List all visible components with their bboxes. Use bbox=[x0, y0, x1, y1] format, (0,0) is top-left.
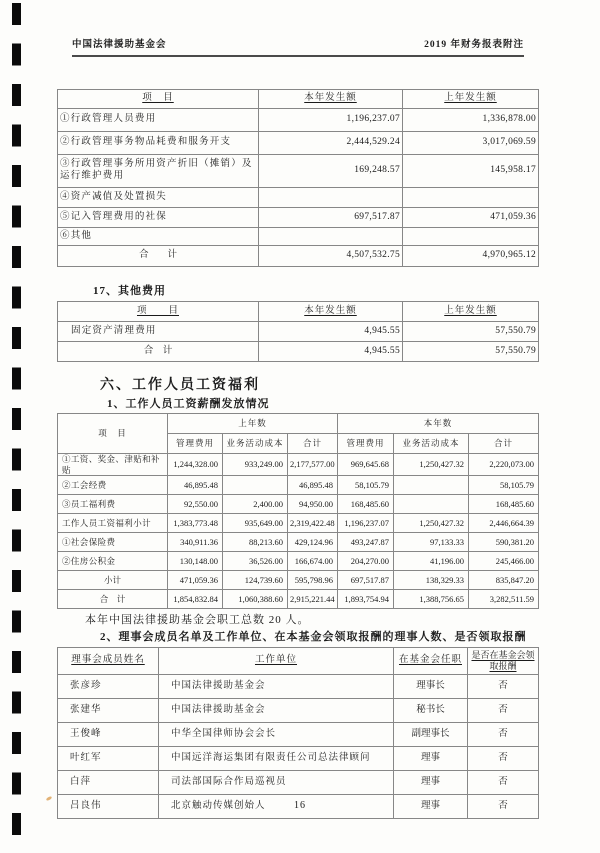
member-org: 北京触动传媒创始人 bbox=[159, 795, 394, 819]
board-members-table bbox=[57, 647, 539, 819]
salary-table bbox=[57, 413, 539, 609]
table-row bbox=[58, 322, 539, 342]
cell-value: 2,220,073.00 bbox=[469, 454, 539, 476]
subheader-subtotal: 合计 bbox=[288, 434, 338, 454]
amount-current: 2,444,529.24 bbox=[259, 132, 403, 155]
member-paid: 否 bbox=[468, 675, 539, 699]
table-header-row bbox=[58, 90, 539, 109]
cell-value: 58,105.79 bbox=[338, 476, 394, 495]
column-header-member-name: 理事会成员姓名 bbox=[58, 648, 159, 675]
amount-prior bbox=[403, 188, 539, 208]
cell-value: 168,485.60 bbox=[469, 495, 539, 514]
cell-value: 340,911.36 bbox=[168, 533, 223, 552]
amount-current: 4,507,532.75 bbox=[259, 246, 403, 267]
total-label: 合 计 bbox=[58, 246, 259, 267]
amount-current bbox=[259, 228, 403, 246]
amount-current: 697,517.87 bbox=[259, 208, 403, 228]
row-label: 工作人员工资福利小计 bbox=[58, 514, 168, 533]
cell-value: 471,059.36 bbox=[168, 571, 223, 590]
table-group-header-row bbox=[58, 414, 539, 434]
cell-value: 97,133.33 bbox=[394, 533, 469, 552]
member-name: 吕良伟 bbox=[58, 795, 159, 819]
cell-value: 58,105.79 bbox=[469, 476, 539, 495]
row-label: ②行政管理事务物品耗费和服务开支 bbox=[58, 132, 259, 155]
cell-value: 493,247.87 bbox=[338, 533, 394, 552]
cell-value: 36,526.00 bbox=[223, 552, 288, 571]
column-header-item: 项 目 bbox=[58, 414, 168, 454]
board-member-row bbox=[58, 723, 539, 747]
column-header-paid: 是否在基金会领取报酬 bbox=[468, 648, 539, 675]
cell-value: 2,400.00 bbox=[223, 495, 288, 514]
member-paid: 否 bbox=[468, 747, 539, 771]
cell-value: 92,550.00 bbox=[168, 495, 223, 514]
subheader-subtotal: 合计 bbox=[469, 434, 539, 454]
amount-current bbox=[259, 188, 403, 208]
column-header-prior-year: 上年发生额 bbox=[403, 302, 539, 322]
amount-prior: 57,550.79 bbox=[403, 342, 539, 362]
cell-value: 2,319,422.48 bbox=[288, 514, 338, 533]
table-header-row bbox=[58, 648, 539, 675]
member-paid: 否 bbox=[468, 699, 539, 723]
cell-value: 1,060,388.60 bbox=[223, 590, 288, 609]
board-member-row bbox=[58, 747, 539, 771]
member-role: 理事 bbox=[394, 771, 468, 795]
group-header-prior-year: 上年数 bbox=[168, 414, 338, 434]
table-subtotal-row bbox=[58, 571, 539, 590]
table-row bbox=[58, 132, 539, 155]
document-header bbox=[72, 36, 524, 57]
row-label: ②工会经费 bbox=[58, 476, 168, 495]
column-header-work-unit: 工作单位 bbox=[159, 648, 394, 675]
cell-value: 166,674.00 bbox=[288, 552, 338, 571]
member-name: 张彦珍 bbox=[58, 675, 159, 699]
member-org: 中国法律援助基金会 bbox=[159, 699, 394, 723]
table-total-row bbox=[58, 342, 539, 362]
board-member-row bbox=[58, 675, 539, 699]
board-member-row bbox=[58, 771, 539, 795]
cell-value: 1,196,237.07 bbox=[338, 514, 394, 533]
table-subtotal-row bbox=[58, 514, 539, 533]
member-org: 中国法律援助基金会 bbox=[159, 675, 394, 699]
table-total-row bbox=[58, 590, 539, 609]
row-label: ④资产减值及处置损失 bbox=[58, 188, 259, 208]
cell-value: 1,893,754.94 bbox=[338, 590, 394, 609]
member-name: 白萍 bbox=[58, 771, 159, 795]
cell-value: 124,739.60 bbox=[223, 571, 288, 590]
amount-prior: 3,017,069.59 bbox=[403, 132, 539, 155]
member-role: 副理事长 bbox=[394, 723, 468, 747]
other-expense-table bbox=[57, 301, 539, 362]
cell-value: 835,847.20 bbox=[469, 571, 539, 590]
member-role: 理事 bbox=[394, 795, 468, 819]
cell-value: 933,249.00 bbox=[223, 454, 288, 476]
cell-value: 429,124.96 bbox=[288, 533, 338, 552]
row-label: ①工资、奖金、津贴和补贴 bbox=[58, 454, 168, 476]
amount-current: 1,196,237.07 bbox=[259, 109, 403, 132]
member-paid: 否 bbox=[468, 771, 539, 795]
cell-value: 2,177,577.00 bbox=[288, 454, 338, 476]
section-title-staff-welfare: 六、工作人员工资福利 bbox=[100, 378, 260, 393]
member-org: 中国远洋海运集团有限责任公司总法律顾问 bbox=[159, 747, 394, 771]
member-name: 张建华 bbox=[58, 699, 159, 723]
cell-value: 1,250,427.32 bbox=[394, 514, 469, 533]
cell-value: 41,196.00 bbox=[394, 552, 469, 571]
cell-value: 697,517.87 bbox=[338, 571, 394, 590]
cell-value bbox=[223, 476, 288, 495]
table-row bbox=[58, 533, 539, 552]
table-header-row bbox=[58, 302, 539, 322]
amount-prior: 4,970,965.12 bbox=[403, 246, 539, 267]
table-row bbox=[58, 188, 539, 208]
column-header-current-year: 本年发生额 bbox=[259, 302, 403, 322]
amount-current: 169,248.57 bbox=[259, 155, 403, 188]
report-title: 2019 年财务报表附注 bbox=[424, 40, 524, 50]
amount-prior: 471,059.36 bbox=[403, 208, 539, 228]
member-role: 理事 bbox=[394, 747, 468, 771]
member-name: 叶红军 bbox=[58, 747, 159, 771]
amount-prior: 1,336,878.00 bbox=[403, 109, 539, 132]
subtotal-label: 小计 bbox=[58, 571, 168, 590]
cell-value: 1,383,773.48 bbox=[168, 514, 223, 533]
cell-value: 88,213.60 bbox=[223, 533, 288, 552]
table-row bbox=[58, 495, 539, 514]
member-org: 司法部国际合作局巡视员 bbox=[159, 771, 394, 795]
subheader-activity-cost: 业务活动成本 bbox=[394, 434, 469, 454]
row-label: ①行政管理人员费用 bbox=[58, 109, 259, 132]
cell-value: 1,388,756.65 bbox=[394, 590, 469, 609]
row-label: ⑥其他 bbox=[58, 228, 259, 246]
board-member-row bbox=[58, 699, 539, 723]
member-role: 理事长 bbox=[394, 675, 468, 699]
cell-value bbox=[394, 476, 469, 495]
amount-prior bbox=[403, 228, 539, 246]
total-label: 合 计 bbox=[58, 342, 259, 362]
member-paid: 否 bbox=[468, 795, 539, 819]
cell-value: 1,854,832.84 bbox=[168, 590, 223, 609]
cell-value: 935,649.00 bbox=[223, 514, 288, 533]
amount-prior: 57,550.79 bbox=[403, 322, 539, 342]
row-label: ②住房公积金 bbox=[58, 552, 168, 571]
member-name: 王俊峰 bbox=[58, 723, 159, 747]
organization-name: 中国法律援助基金会 bbox=[72, 40, 167, 50]
group-header-current-year: 本年数 bbox=[338, 414, 539, 434]
cell-value: 94,950.00 bbox=[288, 495, 338, 514]
cell-value: 2,915,221.44 bbox=[288, 590, 338, 609]
cell-value: 1,250,427.32 bbox=[394, 454, 469, 476]
row-label: 固定资产清理费用 bbox=[58, 322, 259, 342]
cell-value: 590,381.20 bbox=[469, 533, 539, 552]
table-total-row bbox=[58, 246, 539, 267]
subheader-mgmt-expense: 管理费用 bbox=[338, 434, 394, 454]
total-label: 合 计 bbox=[58, 590, 168, 609]
cell-value: 3,282,511.59 bbox=[469, 590, 539, 609]
board-section-title: 2、理事会成员名单及工作单位、在本基金会领取报酬的理事人数、是否领取报酬 bbox=[100, 631, 527, 644]
subheader-activity-cost: 业务活动成本 bbox=[223, 434, 288, 454]
row-label: ③员工福利费 bbox=[58, 495, 168, 514]
management-expense-table bbox=[57, 89, 539, 267]
row-label: ①社会保险费 bbox=[58, 533, 168, 552]
member-role: 秘书长 bbox=[394, 699, 468, 723]
amount-prior: 145,958.17 bbox=[403, 155, 539, 188]
column-header-item: 项 目 bbox=[58, 90, 259, 109]
other-expense-title: 17、其他费用 bbox=[93, 285, 166, 297]
table-row bbox=[58, 208, 539, 228]
table-row bbox=[58, 454, 539, 476]
table-row bbox=[58, 109, 539, 132]
column-header-current-year: 本年发生额 bbox=[259, 90, 403, 109]
table-row bbox=[58, 228, 539, 246]
cell-value: 168,485.60 bbox=[338, 495, 394, 514]
row-label: ⑤记入管理费用的社保 bbox=[58, 208, 259, 228]
cell-value: 1,244,328.00 bbox=[168, 454, 223, 476]
cell-value: 46,895.48 bbox=[288, 476, 338, 495]
member-org: 中华全国律师协会会长 bbox=[159, 723, 394, 747]
page-content bbox=[57, 36, 538, 819]
salary-section-title: 1、工作人员工资薪酬发放情况 bbox=[107, 398, 270, 410]
amount-current: 4,945.55 bbox=[259, 322, 403, 342]
column-header-position: 在基金会任职 bbox=[394, 648, 468, 675]
table-row bbox=[58, 476, 539, 495]
staff-count-note: 本年中国法律援助基金会职工总数 20 人。 bbox=[85, 614, 310, 627]
cell-value: 2,446,664.39 bbox=[469, 514, 539, 533]
subheader-mgmt-expense: 管理费用 bbox=[168, 434, 223, 454]
page-number: 16 bbox=[294, 800, 306, 811]
cell-value: 204,270.00 bbox=[338, 552, 394, 571]
cell-value: 595,798.96 bbox=[288, 571, 338, 590]
cell-value: 130,148.00 bbox=[168, 552, 223, 571]
row-label: ③行政管理事务所用资产折旧（摊销）及运行维护费用 bbox=[58, 155, 259, 188]
table-row bbox=[58, 552, 539, 571]
cell-value: 138,329.33 bbox=[394, 571, 469, 590]
binder-hole-marks bbox=[12, 3, 21, 839]
column-header-prior-year: 上年发生额 bbox=[403, 90, 539, 109]
cell-value bbox=[394, 495, 469, 514]
amount-current: 4,945.55 bbox=[259, 342, 403, 362]
cell-value: 245,466.00 bbox=[469, 552, 539, 571]
member-paid: 否 bbox=[468, 723, 539, 747]
cell-value: 969,645.68 bbox=[338, 454, 394, 476]
cell-value: 46,895.48 bbox=[168, 476, 223, 495]
column-header-item: 项 目 bbox=[58, 302, 259, 322]
table-row bbox=[58, 155, 539, 188]
